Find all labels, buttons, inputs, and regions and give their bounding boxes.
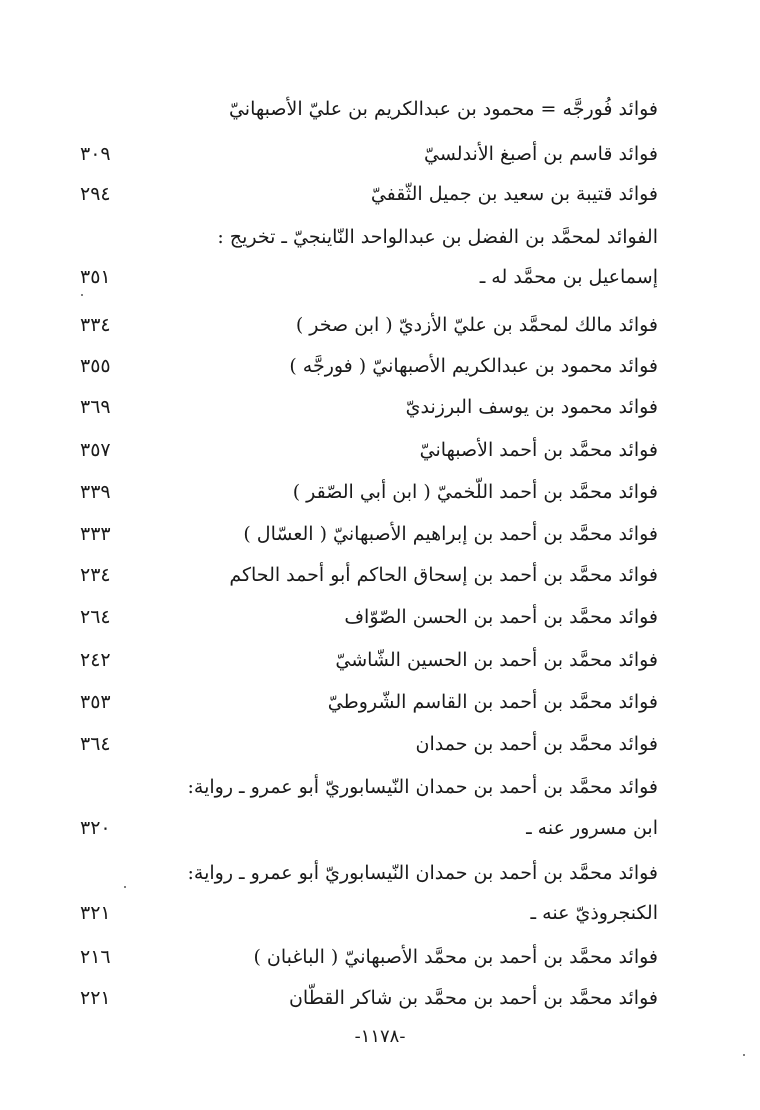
entry-page-number: ٢١٦ (80, 946, 111, 968)
entry-title: فوائد محمَّد بن أحمد بن محمَّد بن شاكر القطّان (288, 987, 658, 1009)
entry-title: فوائد محمَّد بن أحمد بن إسحاق الحاكم أبو أحمد الحاكم (229, 564, 658, 586)
entry-page-number: ٣٥٣ (80, 691, 111, 713)
entry-title: فوائد قتيبة بن سعيد بن جميل الثّقفيّ (370, 183, 658, 205)
entry-page-number: ٣٣٤ (80, 314, 111, 336)
entry-title: فوائد محمَّد بن أحمد بن إبراهيم الأصبهانيّ ( العسّال ) (243, 523, 658, 545)
paper-speck (81, 294, 83, 296)
entry-page-number: ٣٢١ (80, 902, 111, 924)
page-number-footer: -١١٧٨- (354, 1026, 406, 1047)
entry-title: فوائد فُورجَّه = محمود بن عبدالكريم بن عليّ الأصبهانيّ (228, 98, 658, 120)
entry-title: فوائد محمَّد بن أحمد الأصبهانيّ (419, 439, 658, 461)
entry-title: فوائد محمود بن عبدالكريم الأصبهانيّ ( فورجَّه ) (289, 355, 658, 377)
entry-page-number: ٣٠٩ (80, 143, 111, 165)
entry-page-number: ٣٥١ (80, 266, 111, 288)
entry-title: فوائد قاسم بن أصبغ الأندلسيّ (424, 143, 658, 165)
entry-page-number: ٣٦٤ (80, 733, 111, 755)
entry-title: فوائد محمود بن يوسف البرزنديّ (405, 396, 658, 418)
entry-title: فوائد محمَّد بن أحمد بن الحسن الصّوّاف (344, 606, 658, 628)
entry-page-number: ٣٦٩ (80, 396, 111, 418)
entry-page-number: ٢٦٤ (80, 606, 111, 628)
entry-page-number: ٣٥٧ (80, 439, 111, 461)
entry-page-number: ٢٤٢ (80, 649, 111, 671)
entry-page-number: ٣٥٥ (80, 355, 111, 377)
entry-title: إسماعيل بن محمَّد له ـ (479, 266, 658, 288)
paper-speck (743, 1054, 745, 1056)
entry-page-number: ٢٩٤ (80, 183, 111, 205)
entry-title: فوائد مالك لمحمَّد بن عليّ الأزديّ ( ابن صخر ) (295, 314, 658, 336)
entry-title: فوائد محمَّد بن أحمد بن حمدان (415, 733, 658, 755)
entry-title: فوائد محمَّد بن أحمد اللّخميّ ( ابن أبي الصّقر ) (292, 481, 658, 503)
entry-title: فوائد محمَّد بن أحمد بن القاسم الشّروطيّ (327, 691, 658, 713)
entry-title: فوائد محمَّد بن أحمد بن محمَّد الأصبهانيّ ( الباغبان ) (253, 946, 658, 968)
entry-page-number: ٢٣٤ (80, 564, 111, 586)
entry-title: فوائد محمَّد بن أحمد بن الحسين الشّاشيّ (335, 649, 658, 671)
entry-title: الكنجروذيّ عنه ـ (530, 902, 658, 924)
entry-page-number: ٣٣٩ (80, 481, 111, 503)
entry-title: فوائد محمَّد بن أحمد بن حمدان النّيسابوريّ أبو عمرو ـ رواية: (187, 776, 658, 798)
entry-page-number: ٣٢٠ (80, 817, 111, 839)
paper-speck (124, 886, 126, 888)
entry-title: الفوائد لمحمَّد بن الفضل بن عبدالواحد النّاينجيّ ـ تخريج : (217, 226, 658, 248)
entry-title: ابن مسرور عنه ـ (526, 817, 658, 839)
entry-page-number: ٣٣٣ (80, 523, 111, 545)
entry-title: فوائد محمَّد بن أحمد بن حمدان النّيسابوريّ أبو عمرو ـ رواية: (187, 862, 658, 884)
entry-page-number: ٢٢١ (80, 987, 111, 1009)
